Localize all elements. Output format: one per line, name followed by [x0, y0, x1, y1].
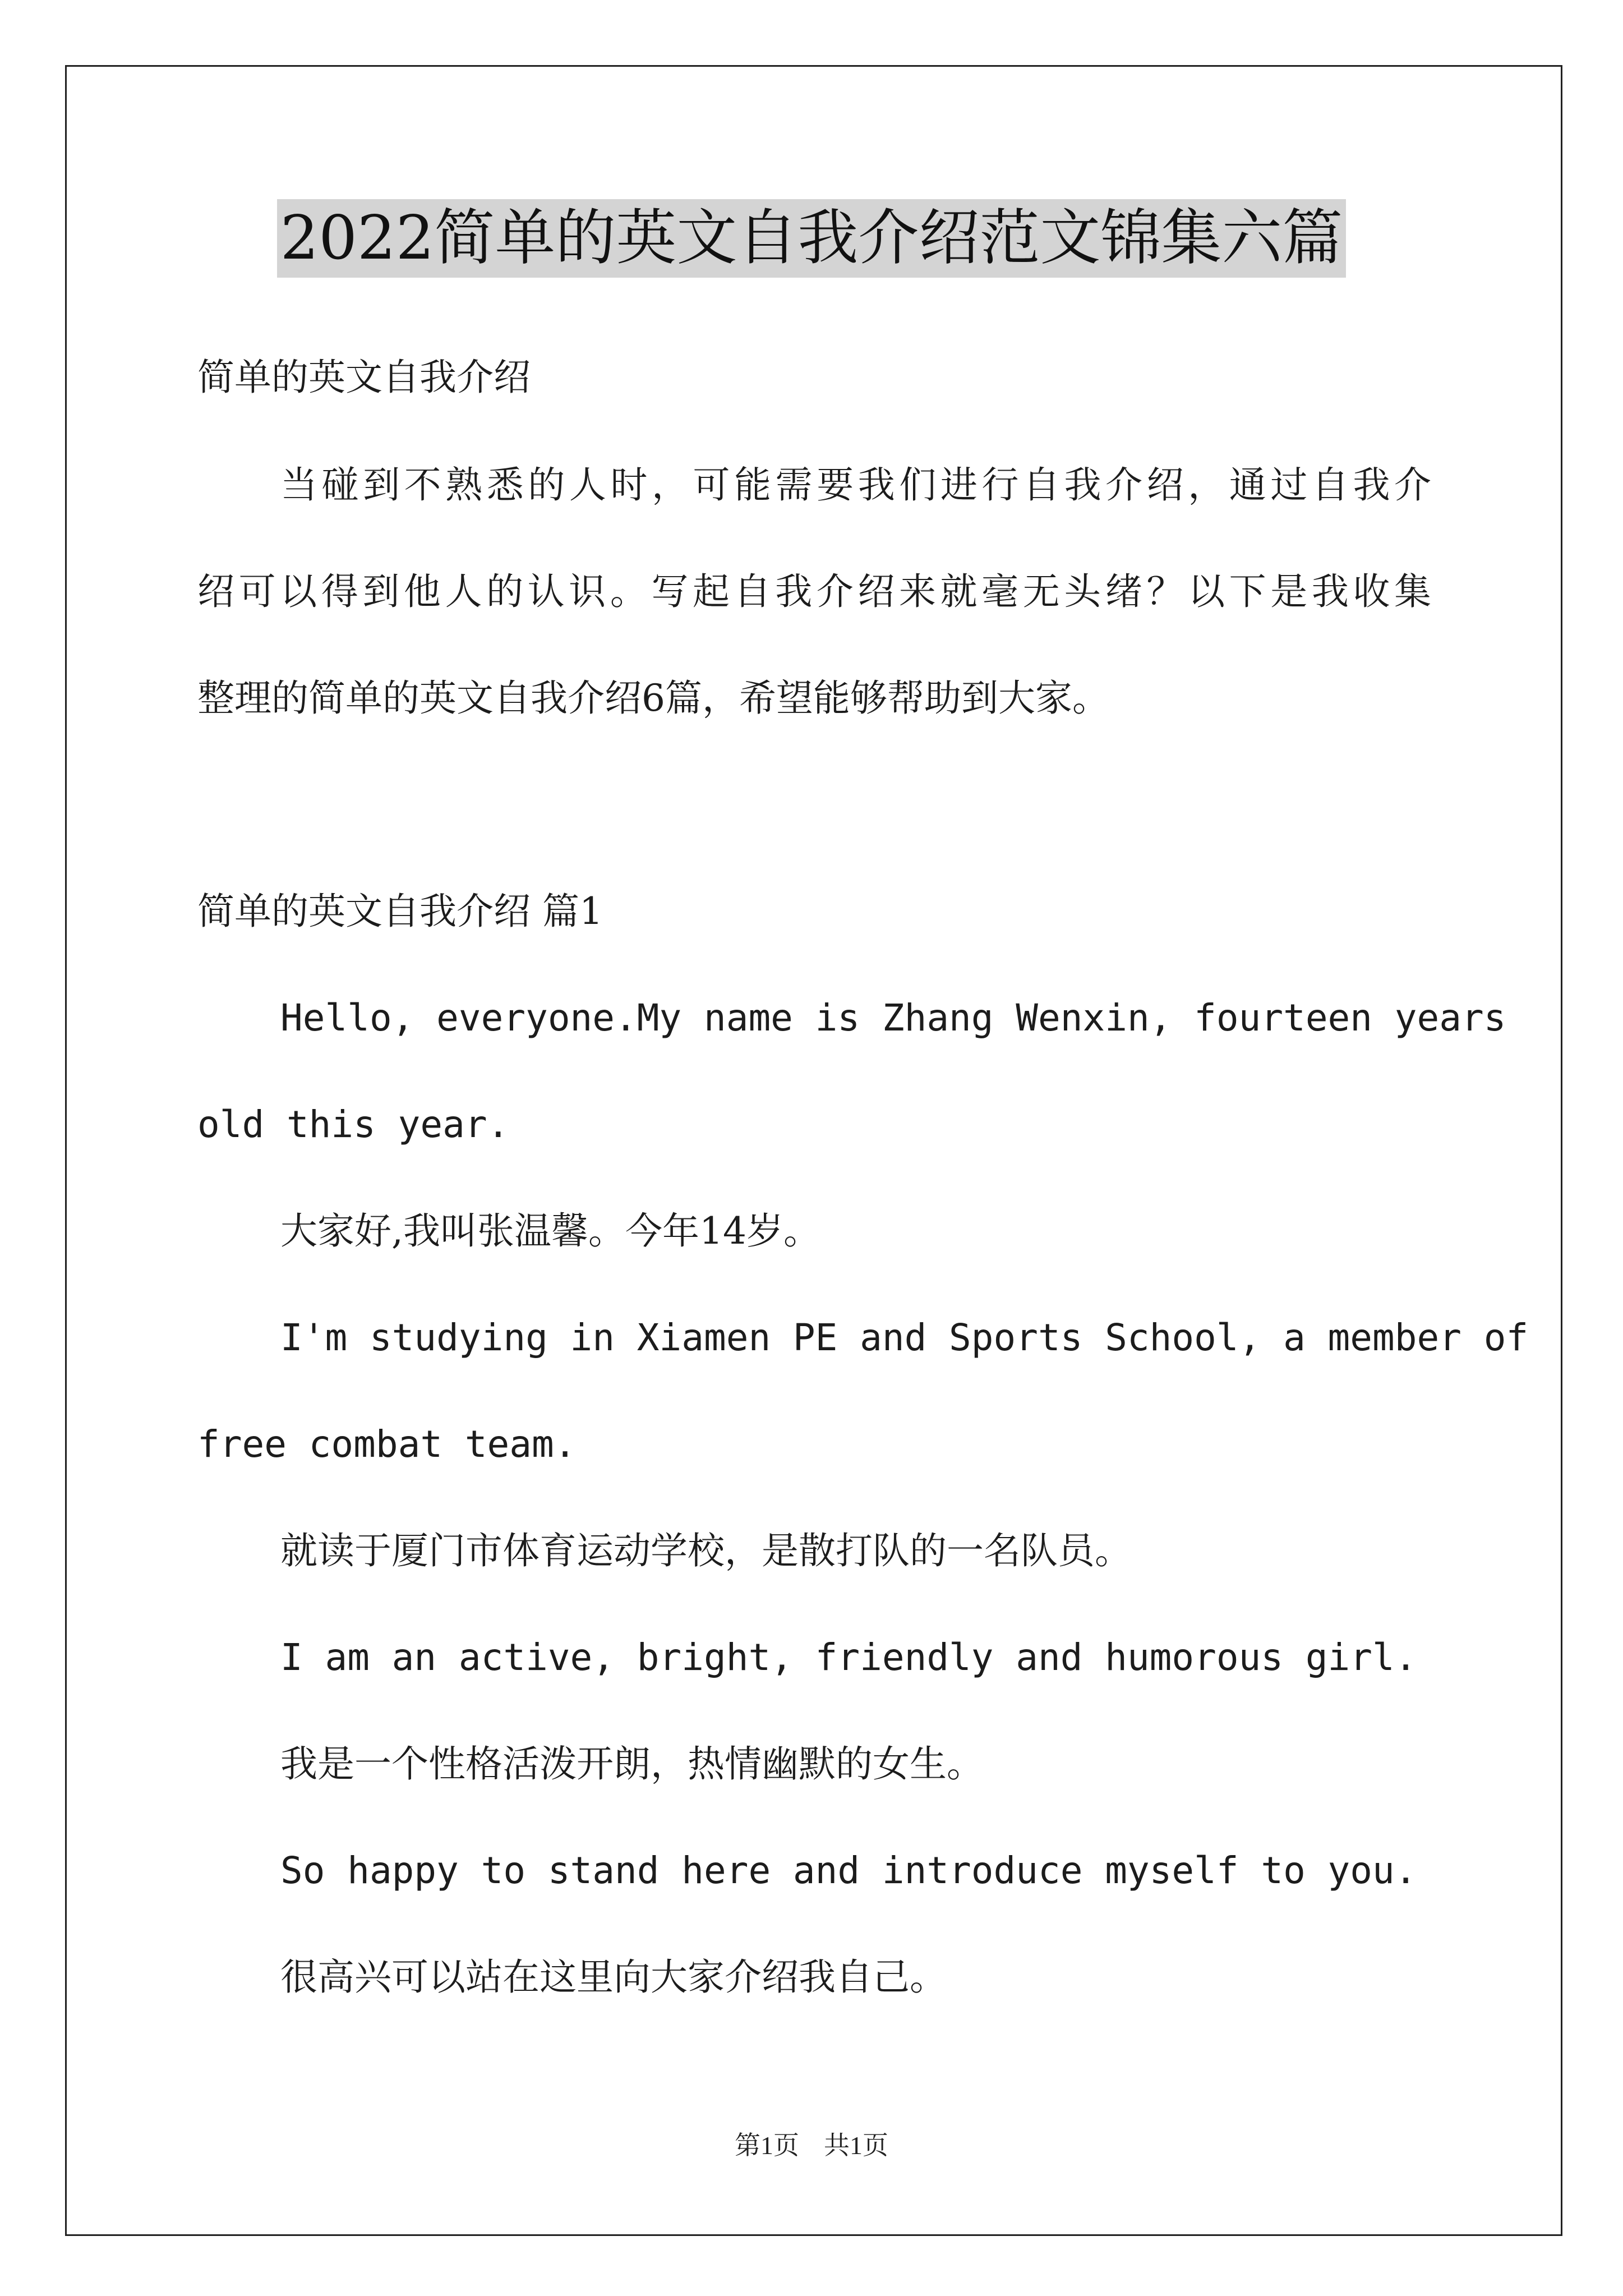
page-number: 第1页 [735, 2131, 799, 2160]
part1-heading: 简单的英文自我介绍 篇1 [197, 890, 603, 933]
part1-line-3: 大家好,我叫张温馨。今年14岁。 [280, 1209, 820, 1253]
part1-line-4: I'm studying in Xiamen PE and Sports School, a member of [280, 1316, 1529, 1359]
intro-line-1: 当碰到不熟悉的人时，可能需要我们进行自我介绍，通过自我介 [280, 463, 1431, 507]
section-heading: 简单的英文自我介绍 [197, 356, 531, 399]
part1-line-9: So happy to stand here and introduce myself to you. [280, 1849, 1417, 1892]
part1-line-2: old this year. [197, 1103, 510, 1146]
intro-line-2: 绍可以得到他人的认识。写起自我介绍来就毫无头绪？以下是我收集 [197, 570, 1431, 613]
part1-line-7: I am an active, bright, friendly and humorous girl. [280, 1636, 1417, 1679]
part1-line-10: 很高兴可以站在这里向大家介绍我自己。 [280, 1955, 947, 1999]
part1-line-1: Hello, everyone.My name is Zhang Wenxin, fourteen years [280, 996, 1506, 1039]
part1-line-8: 我是一个性格活泼开朗，热情幽默的女生。 [280, 1742, 984, 1786]
document-title: 2022简单的英文自我介绍范文锦集六篇 [277, 199, 1347, 278]
part1-line-5: free combat team. [197, 1423, 577, 1466]
page-footer [0, 2125, 1623, 2162]
intro-line-3: 整理的简单的英文自我介绍6篇，希望能够帮助到大家。 [197, 677, 1109, 720]
part1-line-6: 就读于厦门市体育运动学校，是散打队的一名队员。 [280, 1529, 1132, 1572]
page-total: 共1页 [824, 2131, 888, 2160]
title-container [0, 199, 1623, 278]
